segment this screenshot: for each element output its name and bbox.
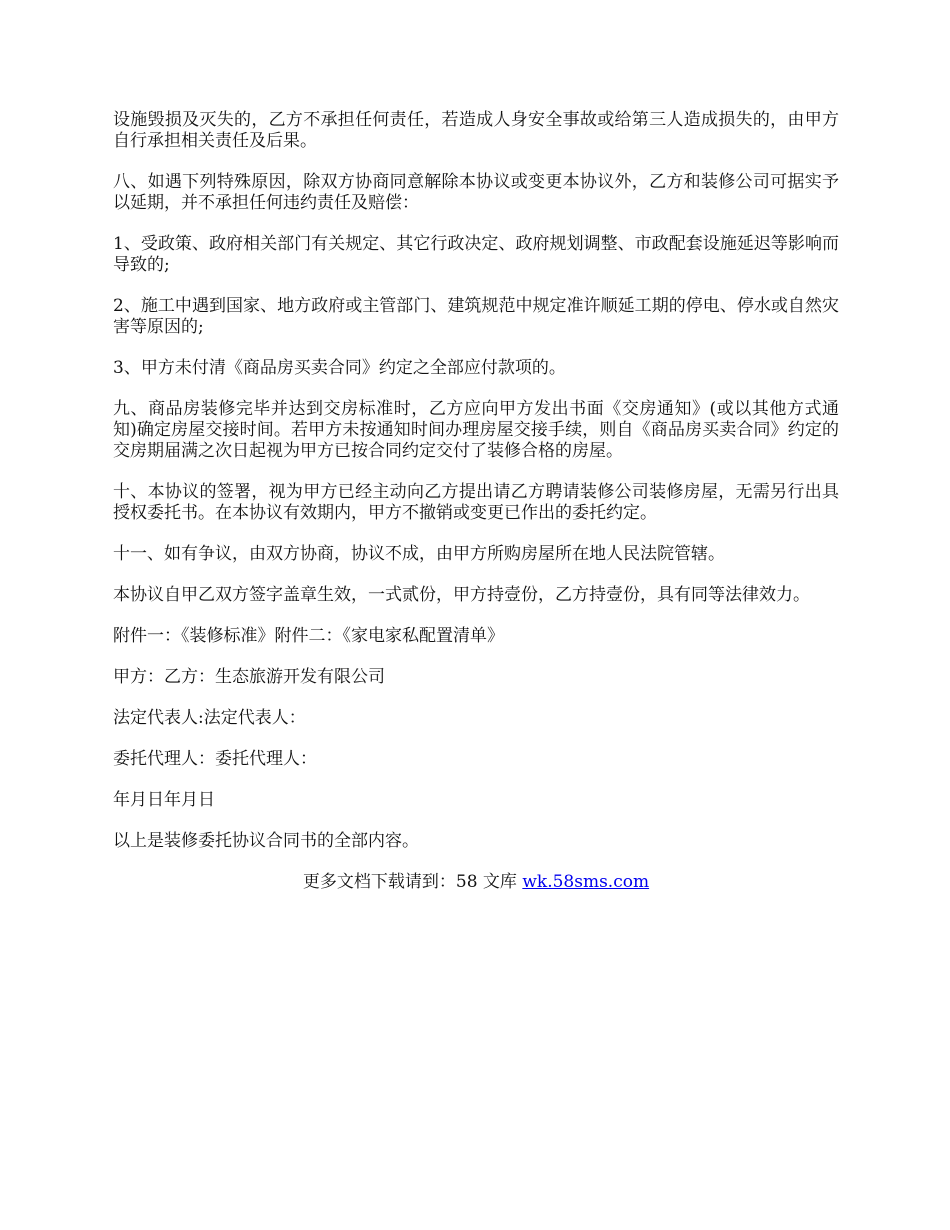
paragraph-effectiveness: 本协议自甲乙双方签字盖章生效，一式贰份，甲方持壹份，乙方持壹份，具有同等法律效力。 (113, 585, 810, 605)
paragraph-clause-8: 八、如遇下列特殊原因，除双方协商同意解除本协议或变更本协议外，乙方和装修公司可据实予以延期，并不承担任何违约责任及赔偿： (113, 172, 839, 213)
paragraph-authorized-agents: 委托代理人：委托代理人： (113, 749, 317, 769)
paragraph-attachments: 附件一：《装修标准》附件二：《家电家私配置清单》 (113, 626, 504, 646)
paragraph-legal-representatives: 法定代表人:法定代表人： (113, 708, 306, 728)
paragraph-clause-11: 十一、如有争议，由双方协商，协议不成，由甲方所购房屋所在地人民法院管辖。 (113, 544, 725, 564)
paragraph-clause-8-item-1: 1、受政策、政府相关部门有关规定、其它行政决定、政府规划调整、市政配套设施延迟等影响而导致的; (113, 234, 839, 275)
paragraph-closing: 以上是装修委托协议合同书的全部内容。 (113, 831, 419, 851)
paragraph-clause-9: 九、商品房装修完毕并达到交房标准时，乙方应向甲方发出书面《交房通知》(或以其他方式通知)确定房屋交接时间。若甲方未按通知时间办理房屋交接手续，则自《商品房买卖合同》约定的交房期届满之次日起视为甲方已按合同约定交付了装修合格的房屋。 (113, 399, 839, 461)
paragraph-clause-10: 十、本协议的签署，视为甲方已经主动向乙方提出请乙方聘请装修公司装修房屋，无需另行出具授权委托书。在本协议有效期内，甲方不撤销或变更已作出的委托约定。 (113, 482, 839, 523)
paragraph-clause-8-item-3: 3、甲方未付清《商品房买卖合同》约定之全部应付款项的。 (113, 358, 566, 378)
document-page (113, 110, 839, 893)
paragraph-facility-damage: 设施毁损及灭失的，乙方不承担任何责任，若造成人身安全事故或给第三人造成损失的，由甲方自行承担相关责任及后果。 (113, 110, 839, 151)
footer-link[interactable]: wk.58sms.com (522, 872, 650, 892)
paragraph-dates: 年月日年月日 (113, 790, 215, 810)
paragraph-parties: 甲方：乙方：生态旅游开发有限公司 (113, 667, 385, 687)
footer (113, 872, 839, 893)
footer-prefix: 更多文档下载请到：58 文库 (302, 872, 523, 892)
paragraph-clause-8-item-2: 2、施工中遇到国家、地方政府或主管部门、建筑规范中规定准许顺延工期的停电、停水或自然灾害等原因的; (113, 296, 839, 337)
